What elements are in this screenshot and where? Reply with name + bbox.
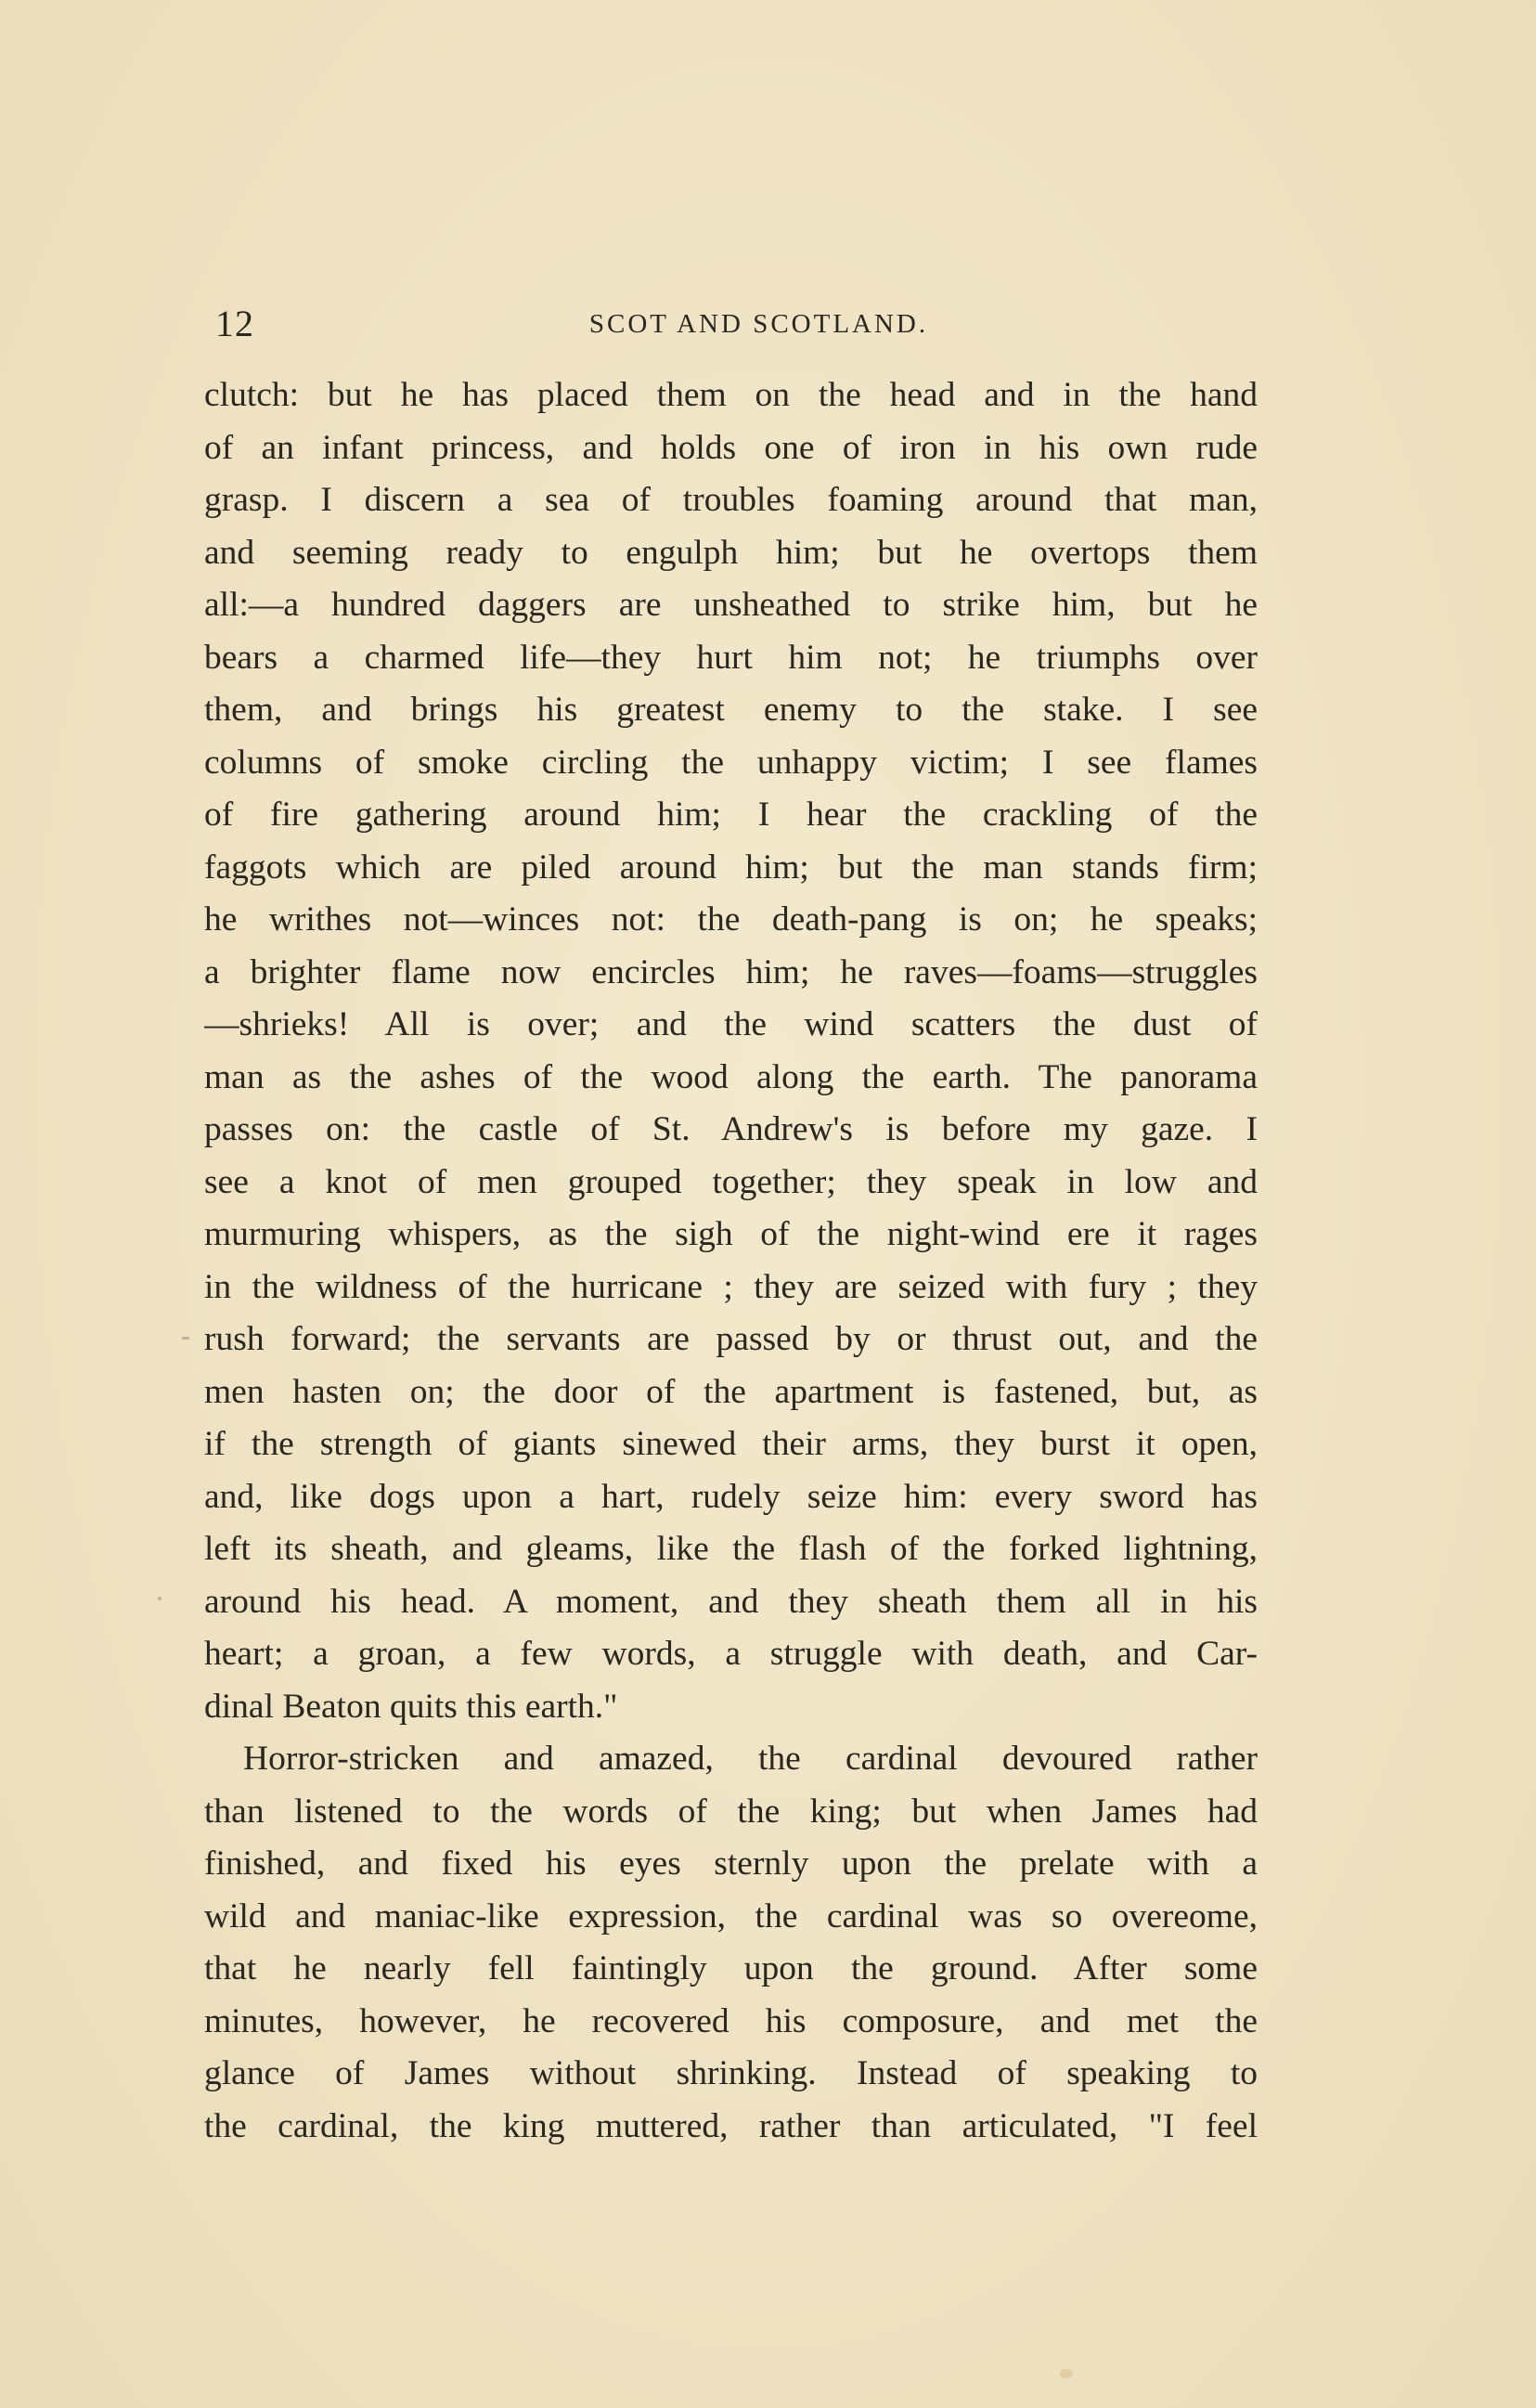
text-line: clutch: but he has placed them on the head and in the hand	[204, 376, 1258, 414]
text-line: grasp. I discern a sea of troubles foaming around that man,	[204, 481, 1258, 519]
text-line: heart; a groan, a few words, a struggle with death, and Car-	[204, 1635, 1258, 1673]
text-line: that he nearly fell faintingly upon the ground. After some	[204, 1949, 1258, 1987]
text-line: than listened to the words of the king; but when James had	[204, 1792, 1258, 1831]
text-line: see a knot of men grouped together; they speak in low and	[204, 1162, 1258, 1201]
text-line: columns of smoke circling the unhappy victim; I see flames	[204, 743, 1258, 782]
margin-mark	[182, 1337, 189, 1340]
running-head: SCOT AND SCOTLAND.	[588, 309, 929, 339]
page-header	[204, 302, 1258, 348]
margin-dot	[158, 1597, 161, 1600]
text-line: in the wildness of the hurricane ; they are seized with fury ; they	[204, 1267, 1258, 1306]
text-line: faggots which are piled around him; but the man stands firm;	[204, 848, 1258, 887]
text-line: murmuring whispers, as the sigh of the night-wind ere it rages	[204, 1215, 1258, 1253]
text-line: a brighter flame now encircles him; he raves—foams—struggles	[204, 952, 1258, 991]
text-line: passes on: the castle of St. Andrew's is before my gaze. I	[204, 1110, 1258, 1148]
text-line: dinal Beaton quits this earth."	[204, 1687, 618, 1726]
text-line: men hasten on; the door of the apartment is fastened, but, as	[204, 1372, 1258, 1411]
text-line: if the strength of giants sinewed their arms, they burst it open,	[204, 1425, 1258, 1463]
body-text	[204, 369, 1258, 2153]
text-line: the cardinal, the king muttered, rather than articulated, "I feel	[204, 2106, 1258, 2145]
text-line: left its sheath, and gleams, like the flash of the forked lightning,	[204, 1530, 1258, 1568]
text-line: Horror-stricken and amazed, the cardinal devoured rather	[243, 1740, 1258, 1778]
text-line: around his head. A moment, and they sheath them all in his	[204, 1582, 1258, 1621]
text-line: finished, and fixed his eyes sternly upon the prelate with a	[204, 1845, 1258, 1883]
text-line: minutes, however, he recovered his composure, and met the	[204, 2001, 1258, 2040]
text-line: glance of James without shrinking. Instead of speaking to	[204, 2054, 1258, 2092]
text-line: man as the ashes of the wood along the earth. The panorama	[204, 1057, 1258, 1096]
text-line: of an infant princess, and holds one of iron in his own rude	[204, 428, 1258, 467]
paper-stain	[1060, 2369, 1073, 2378]
text-line: wild and maniac-like expression, the cardinal was so overeome,	[204, 1897, 1258, 1935]
text-line: them, and brings his greatest enemy to the stake. I see	[204, 691, 1258, 729]
text-line: bears a charmed life—they hurt him not; he triumphs over	[204, 638, 1258, 677]
text-line: rush forward; the servants are passed by or thrust out, and the	[204, 1320, 1258, 1358]
text-line: and seeming ready to engulph him; but he overtops them	[204, 533, 1258, 572]
page-number: 12	[215, 303, 254, 344]
text-line: of fire gathering around him; I hear the crackling of the	[204, 796, 1258, 834]
text-line: —shrieks! All is over; and the wind scatters the dust of	[204, 1005, 1258, 1043]
text-line: he writhes not—winces not: the death-pang is on; he speaks;	[204, 900, 1258, 939]
text-line: all:—a hundred daggers are unsheathed to strike him, but he	[204, 586, 1258, 624]
text-line: and, like dogs upon a hart, rudely seize him: every sword has	[204, 1477, 1258, 1516]
